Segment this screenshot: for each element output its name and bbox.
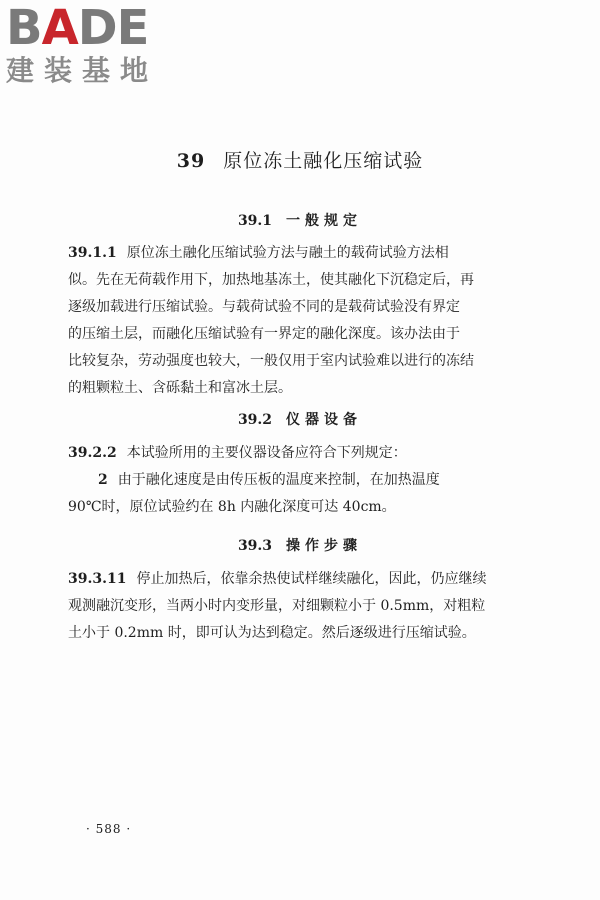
paragraph-line — [68, 240, 530, 267]
paragraph-line — [68, 467, 530, 494]
clause-number: 39.2.2 — [68, 445, 117, 461]
chapter-title — [0, 146, 600, 173]
section-heading-39-3 — [0, 535, 600, 555]
paragraph-line: 的压缩土层，而融化压缩试验有一界定的融化深度。该办法由于 — [68, 326, 460, 342]
logo-letter-a: A — [41, 0, 78, 56]
section-title-text: 仪器设备 — [286, 412, 363, 428]
clause-39-1-1 — [68, 240, 530, 402]
paragraph-line: 观测融沉变形，当两小时内变形量，对细颗粒小于 0.5mm，对粗粒 — [68, 598, 486, 614]
paragraph-line: 的粗颗粒土、含砾黏土和富冰土层。 — [68, 380, 292, 396]
page-number: · 588 · — [86, 822, 132, 836]
section-heading-39-2 — [0, 409, 600, 429]
line-text: 原位冻土融化压缩试验方法与融土的载荷试验方法相 — [126, 245, 449, 261]
logo-brand — [6, 0, 158, 56]
paragraph-line: 土小于 0.2mm 时，即可认为达到稳定。然后逐级进行压缩试验。 — [68, 625, 476, 641]
paragraph-line: 逐级加载进行压缩试验。与载荷试验不同的是载荷试验没有界定 — [68, 299, 460, 315]
paragraph-line: 比较复杂，劳动强度也较大，一般仅用于室内试验难以进行的冻结 — [68, 353, 474, 369]
logo-letters-de: DE — [77, 0, 149, 56]
logo-letter-b: B — [6, 0, 42, 56]
clause-39-2-2 — [68, 440, 530, 521]
paragraph-line — [68, 440, 530, 467]
line-text: 停止加热后，依靠余热使试样继续融化，因此，仍应继续 — [136, 571, 487, 587]
section-number: 39.1 — [237, 213, 273, 229]
clause-number: 39.3.11 — [68, 571, 127, 587]
item-number: 2 — [98, 472, 108, 488]
line-text: 本试验所用的主要仪器设备应符合下列规定： — [126, 445, 407, 461]
paragraph-line: 90℃时，原位试验约在 8h 内融化深度可达 40cm。 — [68, 499, 396, 515]
logo-subtitle: 建装基地 — [6, 54, 159, 87]
section-heading-39-1 — [0, 210, 600, 230]
chapter-number: 39 — [176, 150, 206, 172]
paragraph-line: 似。先在无荷载作用下，加热地基冻土，使其融化下沉稳定后，再 — [68, 272, 474, 288]
clause-number: 39.1.1 — [68, 245, 117, 261]
section-number: 39.3 — [237, 538, 273, 554]
paragraph-line — [68, 566, 530, 593]
line-text: 由于融化速度是由传压板的温度来控制，在加热温度 — [117, 472, 440, 488]
section-number: 39.2 — [237, 412, 273, 428]
section-title-text: 一般规定 — [286, 213, 363, 229]
clause-39-3-11 — [68, 566, 530, 647]
chapter-title-text: 原位冻土融化压缩试验 — [223, 150, 424, 172]
bade-logo — [6, 0, 159, 88]
section-title-text: 操作步骤 — [286, 538, 363, 554]
